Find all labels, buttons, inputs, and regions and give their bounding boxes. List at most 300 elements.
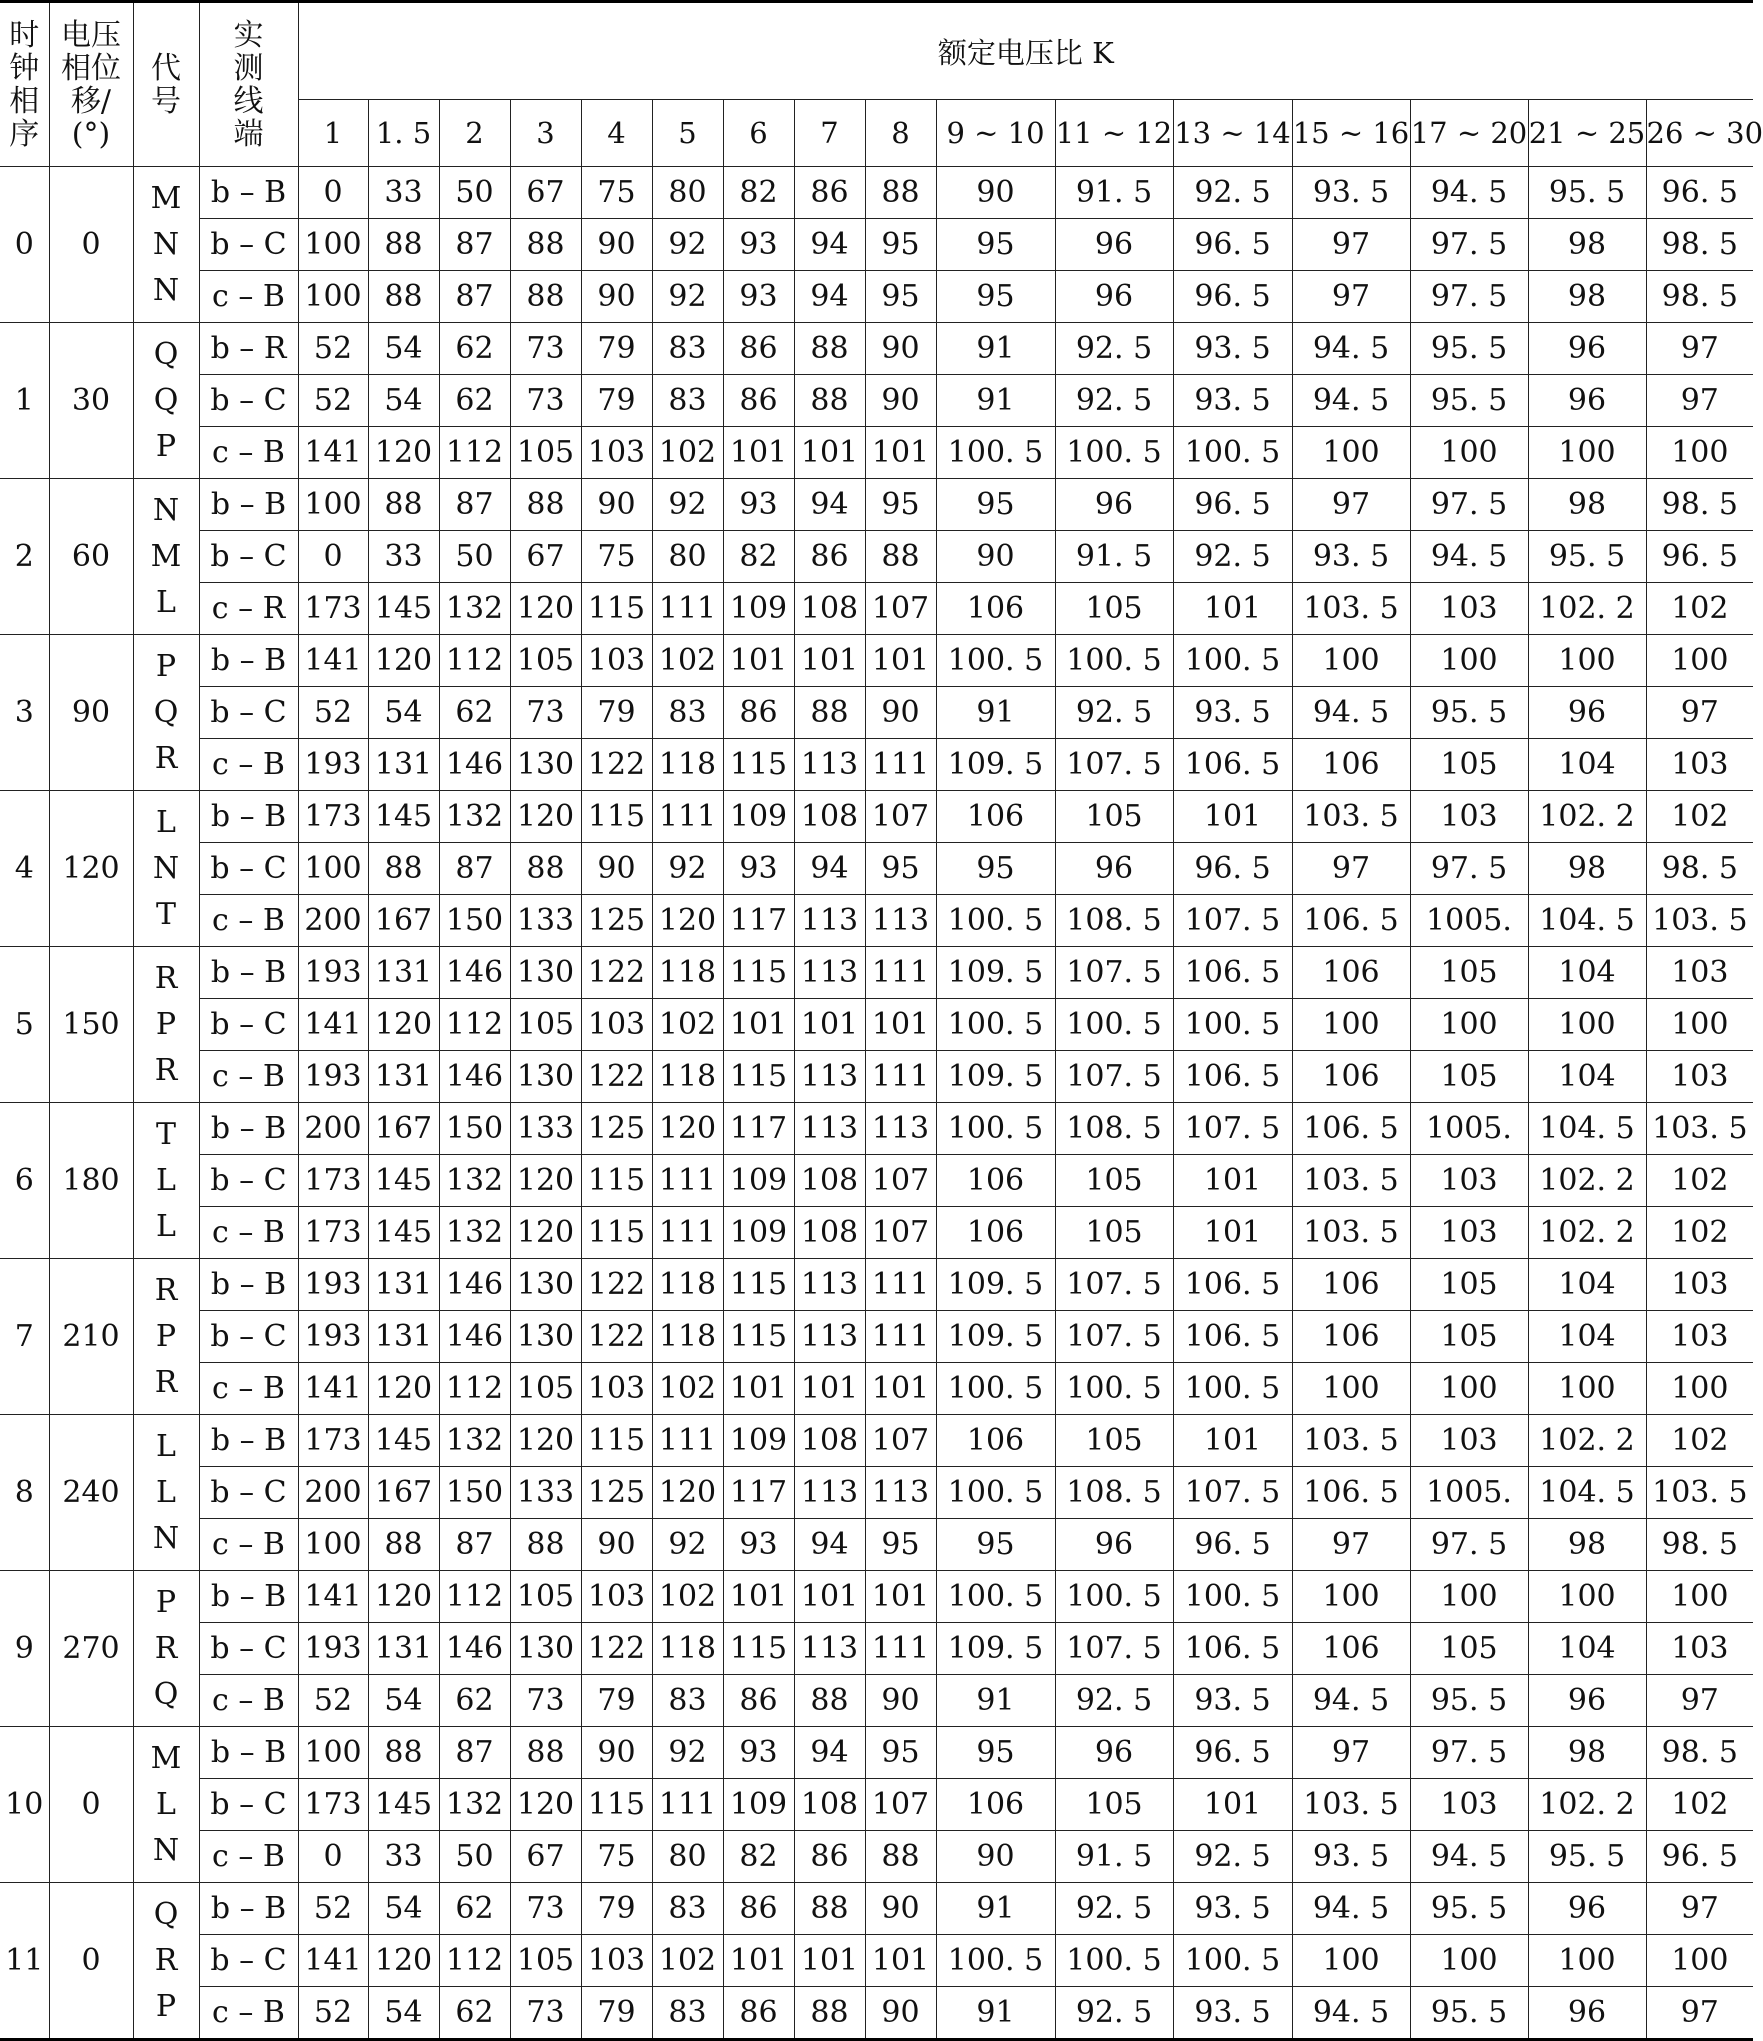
value-cell: 106. 5 <box>1173 1051 1292 1103</box>
value-cell: 102 <box>652 1935 723 1987</box>
value-cell: 193 <box>298 739 368 791</box>
value-cell: 105 <box>1055 1779 1173 1831</box>
value-cell: 73 <box>510 687 581 739</box>
value-cell: 88 <box>865 531 936 583</box>
value-cell: 102 <box>652 635 723 687</box>
value-cell: 96. 5 <box>1646 167 1753 219</box>
table-row <box>0 1883 1753 1935</box>
value-cell: 91 <box>936 375 1055 427</box>
value-cell: 112 <box>439 635 510 687</box>
value-cell: 104 <box>1528 739 1646 791</box>
value-cell: 92. 5 <box>1055 1987 1173 2040</box>
terminal-cell: b – C <box>199 375 298 427</box>
phase-shift-header <box>49 2 133 167</box>
value-cell: 101 <box>865 635 936 687</box>
value-cell: 86 <box>723 687 794 739</box>
value-cell: 100 <box>298 479 368 531</box>
value-cell: 111 <box>652 1207 723 1259</box>
value-cell: 92. 5 <box>1173 1831 1292 1883</box>
table-row <box>0 1987 1753 2040</box>
value-cell: 52 <box>298 687 368 739</box>
value-cell: 100 <box>1410 427 1528 479</box>
table-row <box>0 1831 1753 1883</box>
code-letter: Q <box>153 1896 179 1932</box>
code-cell <box>133 635 199 791</box>
value-cell: 146 <box>439 1051 510 1103</box>
table-row <box>0 479 1753 531</box>
value-cell: 91 <box>936 323 1055 375</box>
value-cell: 98. 5 <box>1646 1519 1753 1571</box>
value-cell: 113 <box>865 1467 936 1519</box>
value-cell: 100. 5 <box>1055 1935 1173 1987</box>
code-letter: M <box>150 538 182 574</box>
value-cell: 94. 5 <box>1410 531 1528 583</box>
terminal-cell: b – B <box>199 947 298 999</box>
code-cell <box>133 1883 199 2040</box>
value-cell: 82 <box>723 531 794 583</box>
value-cell: 100 <box>1410 1935 1528 1987</box>
table-row <box>0 1415 1753 1467</box>
value-cell: 117 <box>723 1103 794 1155</box>
value-cell: 79 <box>581 323 652 375</box>
value-cell: 86 <box>723 1883 794 1935</box>
value-cell: 52 <box>298 1675 368 1727</box>
value-cell: 62 <box>439 1675 510 1727</box>
value-cell: 104 <box>1528 1311 1646 1363</box>
value-cell: 120 <box>652 1103 723 1155</box>
value-cell: 75 <box>581 167 652 219</box>
value-cell: 97 <box>1646 1883 1753 1935</box>
value-cell: 96 <box>1528 1675 1646 1727</box>
value-cell: 101 <box>1173 1207 1292 1259</box>
value-cell: 96. 5 <box>1173 219 1292 271</box>
clock-cell: 7 <box>0 1259 49 1415</box>
value-cell: 90 <box>581 271 652 323</box>
value-cell: 102 <box>1646 791 1753 843</box>
value-cell: 95. 5 <box>1410 1675 1528 1727</box>
value-cell: 146 <box>439 1259 510 1311</box>
value-cell: 113 <box>865 895 936 947</box>
value-cell: 96 <box>1055 1727 1173 1779</box>
value-cell: 118 <box>652 1623 723 1675</box>
value-cell: 98 <box>1528 1727 1646 1779</box>
value-cell: 86 <box>794 167 865 219</box>
value-cell: 102 <box>1646 583 1753 635</box>
value-cell: 82 <box>723 167 794 219</box>
value-cell: 111 <box>652 791 723 843</box>
value-cell: 87 <box>439 219 510 271</box>
clock-cell: 2 <box>0 479 49 635</box>
value-cell: 106. 5 <box>1292 1467 1410 1519</box>
value-cell: 106 <box>1292 1051 1410 1103</box>
value-cell: 122 <box>581 1311 652 1363</box>
value-cell: 102 <box>1646 1207 1753 1259</box>
value-cell: 173 <box>298 1779 368 1831</box>
value-cell: 101 <box>794 1363 865 1415</box>
value-cell: 93. 5 <box>1173 1675 1292 1727</box>
value-cell: 54 <box>368 687 439 739</box>
value-cell: 103. 5 <box>1646 895 1753 947</box>
value-cell: 96. 5 <box>1646 1831 1753 1883</box>
value-cell: 52 <box>298 375 368 427</box>
value-cell: 54 <box>368 375 439 427</box>
ratio-header-cell: 17 ~ 20 <box>1410 100 1528 167</box>
value-cell: 96. 5 <box>1173 271 1292 323</box>
value-cell: 120 <box>652 1467 723 1519</box>
value-cell: 100. 5 <box>936 1363 1055 1415</box>
value-cell: 97 <box>1646 1987 1753 2040</box>
value-cell: 141 <box>298 635 368 687</box>
phase-cell: 90 <box>49 635 133 791</box>
value-cell: 115 <box>723 1311 794 1363</box>
code-cell <box>133 1259 199 1415</box>
value-cell: 173 <box>298 1415 368 1467</box>
ratio-title-header: 额定电压比 K <box>298 2 1753 100</box>
value-cell: 91. 5 <box>1055 1831 1173 1883</box>
value-cell: 193 <box>298 1259 368 1311</box>
value-cell: 62 <box>439 1987 510 2040</box>
value-cell: 100 <box>1292 635 1410 687</box>
value-cell: 113 <box>794 1103 865 1155</box>
value-cell: 104 <box>1528 1623 1646 1675</box>
value-cell: 93. 5 <box>1292 167 1410 219</box>
value-cell: 100. 5 <box>936 999 1055 1051</box>
value-cell: 132 <box>439 791 510 843</box>
value-cell: 108. 5 <box>1055 1103 1173 1155</box>
value-cell: 67 <box>510 167 581 219</box>
value-cell: 173 <box>298 1155 368 1207</box>
value-cell: 122 <box>581 1623 652 1675</box>
value-cell: 103 <box>1646 739 1753 791</box>
value-cell: 83 <box>652 323 723 375</box>
code-cell <box>133 1415 199 1571</box>
value-cell: 105 <box>510 1363 581 1415</box>
value-cell: 92 <box>652 1727 723 1779</box>
code-letter: L <box>156 1786 176 1822</box>
value-cell: 86 <box>723 323 794 375</box>
value-cell: 120 <box>368 427 439 479</box>
value-cell: 200 <box>298 895 368 947</box>
value-cell: 92 <box>652 1519 723 1571</box>
table-row <box>0 687 1753 739</box>
terminal-header-line: 测 <box>233 50 264 86</box>
value-cell: 103. 5 <box>1292 1779 1410 1831</box>
value-cell: 97 <box>1292 479 1410 531</box>
value-cell: 96 <box>1528 323 1646 375</box>
value-cell: 106. 5 <box>1292 895 1410 947</box>
value-cell: 131 <box>368 1623 439 1675</box>
value-cell: 101 <box>723 635 794 687</box>
value-cell: 107. 5 <box>1055 1623 1173 1675</box>
value-cell: 103 <box>581 1935 652 1987</box>
value-cell: 97. 5 <box>1410 1727 1528 1779</box>
value-cell: 100. 5 <box>936 1571 1055 1623</box>
terminal-cell: b – B <box>199 167 298 219</box>
code-letter: Q <box>153 694 179 730</box>
terminal-header-line: 端 <box>233 116 264 152</box>
value-cell: 100. 5 <box>936 427 1055 479</box>
value-cell: 52 <box>298 1883 368 1935</box>
value-cell: 118 <box>652 947 723 999</box>
value-cell: 97 <box>1646 1675 1753 1727</box>
terminal-cell: b – B <box>199 1259 298 1311</box>
value-cell: 104. 5 <box>1528 1103 1646 1155</box>
ratio-header-cell: 1 <box>298 100 368 167</box>
value-cell: 108 <box>794 583 865 635</box>
value-cell: 88 <box>865 167 936 219</box>
value-cell: 94 <box>794 271 865 323</box>
value-cell: 100. 5 <box>1173 635 1292 687</box>
value-cell: 102 <box>1646 1415 1753 1467</box>
ratio-header-cell: 13 ~ 14 <box>1173 100 1292 167</box>
value-cell: 54 <box>368 1987 439 2040</box>
clock-header-line: 钟 <box>9 50 40 86</box>
value-cell: 93 <box>723 843 794 895</box>
value-cell: 91. 5 <box>1055 167 1173 219</box>
value-cell: 103. 5 <box>1292 1415 1410 1467</box>
code-letter: N <box>152 1520 180 1556</box>
code-letter: L <box>156 584 176 620</box>
value-cell: 97 <box>1646 375 1753 427</box>
value-cell: 100. 5 <box>1055 1571 1173 1623</box>
value-cell: 101 <box>794 635 865 687</box>
value-cell: 94. 5 <box>1292 687 1410 739</box>
table-row <box>0 895 1753 947</box>
code-letter: R <box>154 1272 178 1308</box>
value-cell: 90 <box>581 219 652 271</box>
value-cell: 92. 5 <box>1055 1675 1173 1727</box>
value-cell: 103. 5 <box>1292 1155 1410 1207</box>
value-cell: 193 <box>298 1311 368 1363</box>
value-cell: 95 <box>936 271 1055 323</box>
value-cell: 103 <box>1410 1207 1528 1259</box>
value-cell: 88 <box>865 1831 936 1883</box>
phase-cell: 240 <box>49 1415 133 1571</box>
value-cell: 95. 5 <box>1410 323 1528 375</box>
value-cell: 103 <box>1410 791 1528 843</box>
value-cell: 101 <box>865 1935 936 1987</box>
value-cell: 131 <box>368 947 439 999</box>
table-row <box>0 1675 1753 1727</box>
value-cell: 132 <box>439 1207 510 1259</box>
terminal-cell: b – C <box>199 999 298 1051</box>
value-cell: 95. 5 <box>1528 167 1646 219</box>
value-cell: 80 <box>652 531 723 583</box>
ratio-header-cell: 7 <box>794 100 865 167</box>
ratio-header-cell: 9 ~ 10 <box>936 100 1055 167</box>
value-cell: 100 <box>1646 1363 1753 1415</box>
value-cell: 141 <box>298 999 368 1051</box>
value-cell: 112 <box>439 1935 510 1987</box>
table-row <box>0 635 1753 687</box>
value-cell: 100 <box>1646 427 1753 479</box>
phase-cell: 180 <box>49 1103 133 1259</box>
value-cell: 96 <box>1055 1519 1173 1571</box>
value-cell: 92 <box>652 271 723 323</box>
value-cell: 105 <box>1410 1051 1528 1103</box>
value-cell: 105 <box>1055 1155 1173 1207</box>
clock-header-line: 相 <box>9 83 40 119</box>
value-cell: 111 <box>865 947 936 999</box>
code-letter: M <box>150 1740 182 1776</box>
ratio-header-cell: 8 <box>865 100 936 167</box>
value-cell: 107. 5 <box>1055 1311 1173 1363</box>
value-cell: 90 <box>865 323 936 375</box>
value-cell: 106 <box>1292 739 1410 791</box>
value-cell: 113 <box>794 947 865 999</box>
phase-cell: 0 <box>49 1883 133 2040</box>
code-letter: P <box>155 1988 177 2024</box>
value-cell: 100. 5 <box>936 1103 1055 1155</box>
code-letter: R <box>154 740 178 776</box>
terminal-cell: b – C <box>199 219 298 271</box>
value-cell: 111 <box>652 1155 723 1207</box>
value-cell: 130 <box>510 1259 581 1311</box>
value-cell: 101 <box>794 1935 865 1987</box>
phase-cell: 0 <box>49 167 133 323</box>
code-letter: L <box>156 1162 176 1198</box>
value-cell: 100 <box>1646 999 1753 1051</box>
value-cell: 141 <box>298 1363 368 1415</box>
value-cell: 107. 5 <box>1173 1467 1292 1519</box>
value-cell: 79 <box>581 1883 652 1935</box>
value-cell: 93 <box>723 1519 794 1571</box>
value-cell: 94. 5 <box>1292 1987 1410 2040</box>
value-cell: 100 <box>298 1727 368 1779</box>
value-cell: 115 <box>581 1207 652 1259</box>
value-cell: 93. 5 <box>1292 531 1410 583</box>
value-cell: 92. 5 <box>1055 375 1173 427</box>
value-cell: 92 <box>652 843 723 895</box>
terminal-cell: c – B <box>199 1831 298 1883</box>
terminal-cell: b – C <box>199 687 298 739</box>
clock-cell: 4 <box>0 791 49 947</box>
value-cell: 104. 5 <box>1528 1467 1646 1519</box>
value-cell: 100. 5 <box>1173 1571 1292 1623</box>
value-cell: 97 <box>1292 843 1410 895</box>
table-row <box>0 427 1753 479</box>
value-cell: 107 <box>865 791 936 843</box>
value-cell: 111 <box>865 739 936 791</box>
value-cell: 92 <box>652 479 723 531</box>
value-cell: 87 <box>439 271 510 323</box>
value-cell: 125 <box>581 1467 652 1519</box>
value-cell: 90 <box>581 479 652 531</box>
table-row <box>0 583 1753 635</box>
value-cell: 62 <box>439 323 510 375</box>
value-cell: 88 <box>510 843 581 895</box>
value-cell: 103 <box>1410 1415 1528 1467</box>
value-cell: 54 <box>368 323 439 375</box>
terminal-cell: b – C <box>199 531 298 583</box>
value-cell: 96. 5 <box>1173 479 1292 531</box>
table-row <box>0 1935 1753 1987</box>
value-cell: 100 <box>1646 635 1753 687</box>
value-cell: 111 <box>865 1051 936 1103</box>
value-cell: 107. 5 <box>1173 1103 1292 1155</box>
ratio-header-cell: 4 <box>581 100 652 167</box>
value-cell: 92. 5 <box>1173 531 1292 583</box>
value-cell: 87 <box>439 1727 510 1779</box>
terminal-cell: b – B <box>199 479 298 531</box>
value-cell: 113 <box>794 1623 865 1675</box>
value-cell: 97. 5 <box>1410 843 1528 895</box>
value-cell: 102 <box>652 999 723 1051</box>
ratio-header-cell: 6 <box>723 100 794 167</box>
value-cell: 101 <box>723 1363 794 1415</box>
clock-header-line: 序 <box>9 116 40 152</box>
value-cell: 88 <box>368 271 439 323</box>
value-cell: 103. 5 <box>1292 583 1410 635</box>
value-cell: 33 <box>368 531 439 583</box>
value-cell: 107 <box>865 1415 936 1467</box>
value-cell: 93 <box>723 271 794 323</box>
value-cell: 91. 5 <box>1055 531 1173 583</box>
value-cell: 109. 5 <box>936 947 1055 999</box>
terminal-header-line: 实 <box>233 17 264 53</box>
value-cell: 117 <box>723 1467 794 1519</box>
table-row <box>0 1103 1753 1155</box>
table-row <box>0 999 1753 1051</box>
value-cell: 103 <box>1410 1779 1528 1831</box>
value-cell: 102 <box>652 1363 723 1415</box>
value-cell: 103 <box>581 635 652 687</box>
value-cell: 95 <box>865 1519 936 1571</box>
value-cell: 54 <box>368 1675 439 1727</box>
value-cell: 101 <box>865 1571 936 1623</box>
value-cell: 113 <box>794 895 865 947</box>
value-cell: 98. 5 <box>1646 843 1753 895</box>
code-letter: L <box>156 1428 176 1464</box>
value-cell: 96 <box>1528 1987 1646 2040</box>
value-cell: 103 <box>1410 583 1528 635</box>
value-cell: 115 <box>723 1259 794 1311</box>
value-cell: 100. 5 <box>1173 999 1292 1051</box>
value-cell: 106 <box>936 1779 1055 1831</box>
value-cell: 131 <box>368 1051 439 1103</box>
value-cell: 104 <box>1528 1051 1646 1103</box>
value-cell: 141 <box>298 1571 368 1623</box>
code-letter: Q <box>153 336 179 372</box>
value-cell: 108. 5 <box>1055 1467 1173 1519</box>
value-cell: 86 <box>794 531 865 583</box>
value-cell: 105 <box>1055 1415 1173 1467</box>
value-cell: 101 <box>1173 1779 1292 1831</box>
value-cell: 97 <box>1292 219 1410 271</box>
code-header-line: 号 <box>151 83 181 119</box>
table-row <box>0 375 1753 427</box>
value-cell: 62 <box>439 687 510 739</box>
value-cell: 109. 5 <box>936 1311 1055 1363</box>
phase-header-line: 移/ <box>70 83 112 119</box>
value-cell: 95 <box>936 1727 1055 1779</box>
terminal-cell: b – C <box>199 1467 298 1519</box>
value-cell: 115 <box>723 739 794 791</box>
value-cell: 130 <box>510 739 581 791</box>
value-cell: 125 <box>581 1103 652 1155</box>
value-cell: 131 <box>368 739 439 791</box>
value-cell: 109. 5 <box>936 1051 1055 1103</box>
value-cell: 145 <box>368 1207 439 1259</box>
value-cell: 173 <box>298 791 368 843</box>
table-row <box>0 271 1753 323</box>
code-cell <box>133 1103 199 1259</box>
value-cell: 0 <box>298 531 368 583</box>
value-cell: 120 <box>368 1363 439 1415</box>
value-cell: 80 <box>652 167 723 219</box>
ratio-header-cell: 15 ~ 16 <box>1292 100 1410 167</box>
value-cell: 73 <box>510 1883 581 1935</box>
